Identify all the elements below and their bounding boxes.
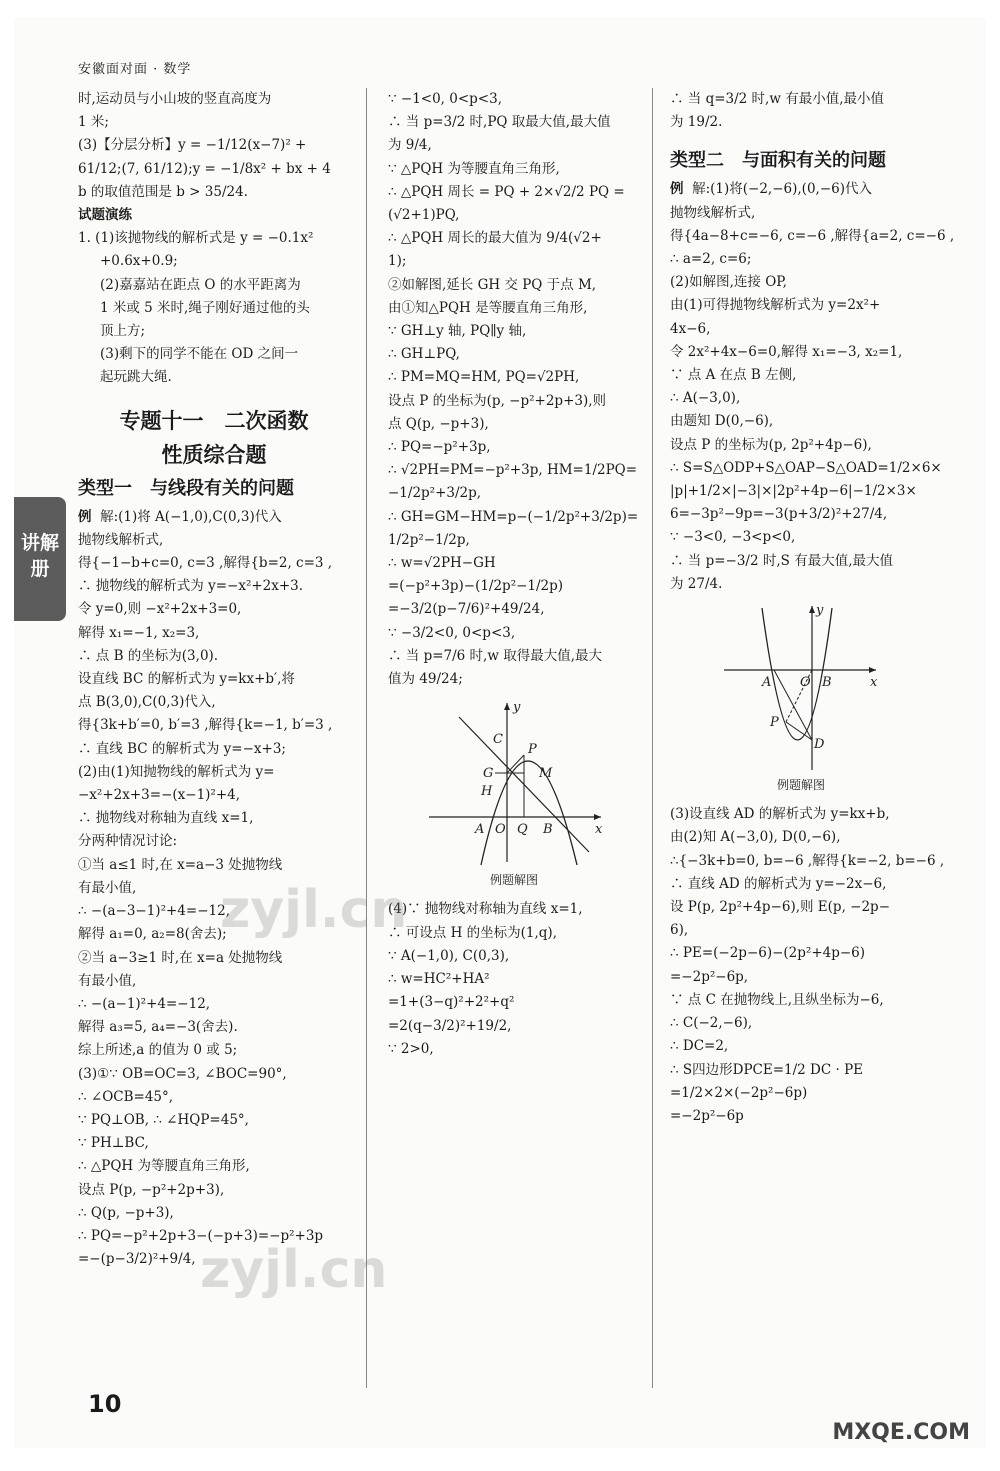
text-line: ∴ 点 B 的坐标为(3,0). [78,647,219,664]
label-h: H [481,784,493,800]
text-line: ∴ GH=GM−HM=p−(−1/2p²+3/2p)= [388,508,639,525]
text-line: ∴ S四边形DPCE=1/2 DC · PE [670,1061,864,1078]
y-axis-arrow [809,606,815,613]
text-line: 得{3k+b′=0, b′=3 ,解得{k=−1, b′=3 , [78,717,333,734]
solution-lines [388,898,640,1060]
text-line: (3)①∵ OB=OC=3, ∠BOC=90°, [78,1065,287,1082]
text-line: (2)由(1)知抛物线的解析式为 y= [78,763,275,780]
segment-hp [507,755,524,773]
label-p: P [528,742,537,758]
label-d: D [814,737,825,753]
text-line: 值为 49/24; [388,671,463,688]
y-axis-arrow [504,703,510,710]
text-line: =1/2×2×(−2p²−6p) [670,1084,808,1101]
text-line: ∴ △PQH 为等腰直角三角形, [78,1158,250,1175]
text-line: 由(1)可得抛物线解析式为 y=2x²+ [670,297,881,314]
text-line: ∴ A(−3,0), [670,390,741,407]
text-line: 4x−6, [670,320,711,337]
text-line: 抛物线解析式, [78,531,164,548]
text-line: 解得 x₁=−1, x₂=3, [78,624,200,641]
text-line: 时,运动员与小山坡的竖直高度为 [78,91,272,107]
text-line: ∴ Q(p, −p+3), [78,1204,174,1221]
text-line: ∵ PH⊥BC, [78,1135,149,1152]
text-line: ∴{−3k+b=0, b=−6 ,解得{k=−2, b=−6 , [670,852,945,869]
text-line: +0.6x+0.9; [100,253,178,270]
solution-lines [388,88,640,691]
text-line: ∴ 当 p=3/2 时,PQ 取最大值,最大值 [388,114,611,131]
text-line: ∴ ∠OCB=45°, [78,1088,174,1105]
text-line: |p|+1/2×|−3|×|2p²+4p−6|−1/2×3× [670,483,917,500]
label-a: A [762,675,772,691]
text-line: 设点 P 的坐标为(p, 2p²+4p−6), [670,436,872,453]
text-line: =2(q−3/2)²+19/2, [388,1017,512,1034]
text-line: 抛物线解析式, [670,204,756,221]
text-line: ∴ △PQH 周长 = PQ + 2×√2/2 PQ = [388,183,625,200]
text-line: 1); [388,253,407,270]
text-line: ∴ −(a−1)²+4=−12, [78,995,211,1012]
text-line: ∴ 直线 AD 的解析式为 y=−2x−6, [670,875,887,892]
text-line: 1 米; [78,114,109,131]
text-line: 由(2)知 A(−3,0), D(0,−6), [670,829,841,846]
label-o: O [800,675,811,691]
column-3 [670,88,955,1128]
text-line: 解得 a₁=0, a₂=8(舍去); [78,926,227,943]
text-line: =−3/2(p−7/6)²+49/24, [388,601,545,618]
text-line: ∴ w=√2PH−GH [388,555,496,572]
text-line: 得{4a−8+c=−6, c=−6 ,解得{a=2, c=−6 , [670,227,955,244]
watermark-text: zyjl.cn [220,880,408,940]
text-line: 设直线 BC 的解析式为 y=kx+b′,将 [78,671,295,688]
text-line: ∴ 直线 BC 的解析式为 y=−x+3; [78,740,286,757]
page-number: 10 [88,1390,122,1418]
text-line: ∴ 抛物线的解析式为 y=−x²+2x+3. [78,578,304,595]
solution-lines [670,202,955,596]
watermark-text: zyjl.cn [200,1240,388,1300]
watermark-corner: MXQE.COM [832,1420,970,1445]
text-line: 6), [670,922,689,939]
text-line: =1+(3−q)²+2²+q² [388,994,515,1011]
x-axis-arrow [869,667,876,673]
text-line: =−(p−3/2)²+9/4, [78,1251,196,1268]
segment-pd [786,722,812,740]
text-line: ∴ GH⊥PQ, [388,346,460,363]
text-line: 解:(1)将 A(−1,0),C(0,3)代入 [100,508,282,525]
text-line: ∵ −3/2<0, 0<p<3, [388,624,516,641]
text-line: (3)【分层分析】y = −1/12(x−7)² + [78,137,307,154]
text-line: (3)设直线 AD 的解析式为 y=kx+b, [670,806,890,823]
text-line: ∴ PQ=−p²+2p+3−(−p+3)=−p²+3p [78,1227,324,1244]
text-line: ∴ a=2, c=6; [670,251,752,268]
text-line: ∵ A(−1,0), C(0,3), [388,947,510,964]
type-heading: 类型二 与面积有关的问题 [670,150,886,172]
text-line: 分两种情况讨论: [78,833,178,850]
text-line: =−2p²−6p, [670,968,749,985]
text-line: 令 y=0,则 −x²+2x+3=0, [78,601,242,618]
text-line: 有最小值, [78,972,137,989]
label-y: y [513,700,521,716]
solution-lines [670,88,932,134]
column-divider [366,88,367,1388]
column-2 [388,88,640,1061]
label-y: y [816,603,824,619]
text-line: ∴ PM=MQ=HM, PQ=√2PH, [388,369,580,386]
text-line: ∵ −3<0, −3<p<0, [670,529,796,546]
text-line: ∴ △PQH 周长的最大值为 9/4(√2+ [388,230,602,247]
text-line: 设 P(p, 2p²+4p−6),则 E(p, −2p− [670,899,891,916]
example-figure [716,602,886,772]
text-line: ∵ 点 C 在抛物线上,且纵坐标为−6, [670,991,884,1008]
type-heading: 类型一 与线段有关的问题 [78,477,294,499]
label-a: A [475,822,485,838]
text-line: −1/2p²+3/2p, [388,485,482,502]
text-line: ∵ 2>0, [388,1040,434,1057]
figure-caption: 例题解图 [776,778,825,793]
text-line: 为 27/4. [670,575,723,592]
text-line: ∴ 可设点 H 的坐标为(1,q), [388,924,557,941]
text-line: ∴ 抛物线对称轴为直线 x=1, [78,810,254,827]
text-line: 有最小值, [78,879,137,896]
text-line: 6=−3p²−9p=−3(p+3/2)²+27/4, [670,506,888,523]
text-line: (3)剩下的同学不能在 OD 之间一 [100,346,299,363]
text-line: ②当 a−3≥1 时,在 x=a 处抛物线 [78,949,283,966]
label-x: x [870,675,878,691]
text-line: ∵ △PQH 为等腰直角三角形, [388,160,560,177]
text-line: 解:(1)将(−2,−6),(0,−6)代入 [692,181,872,198]
text-line: 1 米或 5 米时,绳子刚好通过他的头 [100,299,310,316]
text-line: 1/2p²−1/2p, [388,531,470,548]
text-line: b 的取值范围是 b > 35/24. [78,183,248,200]
text-line: 设点 P(p, −p²+2p+3), [78,1181,225,1198]
text-line: 61/12;(7, 61/12);y = −1/8x² + bx + 4 [78,160,331,177]
parabola [481,761,577,865]
running-header: 安徽面对面 · 数学 [78,62,192,77]
text-line: ②如解图,延长 GH 交 PQ 于点 M, [388,276,597,293]
text-line: ∴ 当 p=7/6 时,w 取得最大值,最大 [388,647,602,664]
column-1 [78,88,350,1271]
text-line: 由题知 D(0,−6), [670,413,774,430]
label-b: B [543,822,553,838]
text-line: ∵ 点 A 在点 B 左侧, [670,367,797,384]
text-line: 令 2x²+4x−6=0,解得 x₁=−3, x₂=1, [670,343,903,360]
text-line: (√2+1)PQ, [388,207,460,224]
text-line: =−2p²−6p [670,1107,744,1124]
label-g: G [483,766,494,782]
text-line: ∴ 当 p=−3/2 时,S 有最大值,最大值 [670,552,893,569]
text-line: 为 19/2. [670,114,723,131]
text-line: 起玩跳大绳. [100,369,172,386]
text-line: 顶上方; [100,323,146,340]
text-line: (4)∵ 抛物线对称轴为直线 x=1, [388,901,583,918]
text-line: −x²+2x+3=−(x−1)²+4, [78,787,241,804]
text-line: 解得 a₃=5, a₄=−3(舍去). [78,1019,238,1036]
text-line: ∵ −1<0, 0<p<3, [388,91,502,107]
text-line: 1. (1)该抛物线的解析式是 y = −0.1x² [78,230,314,247]
text-line: ∴ S=S△ODP+S△OAP−S△OAD=1/2×6× [670,459,942,476]
example-label: 例 [670,181,684,198]
label-b: B [822,675,832,691]
label-p: P [770,715,779,731]
solution-lines [670,803,945,1128]
text-line: 得{−1−b+c=0, c=3 ,解得{b=2, c=3 , [78,555,333,572]
practice-heading: 试题演练 [78,207,132,224]
section-title: 专题十一 二次函数 [119,408,309,433]
label-m: M [539,766,553,782]
text-line: ∴ √2PH=PM=−p²+3p, HM=1/2PQ= [388,462,638,479]
figure-caption: 例题解图 [489,873,538,888]
text-line: ∴ w=HC²+HA² [388,971,490,988]
text-line: ∵ PQ⊥OB, ∴ ∠HQP=45°, [78,1111,249,1128]
label-x: x [595,822,603,838]
text-line: ∴ C(−2,−6), [670,1015,753,1032]
side-tab-label: 讲解册 [20,532,59,580]
text-line: ∴ 当 q=3/2 时,w 有最小值,最小值 [670,91,884,107]
text-line: ∴ −(a−3−1)²+4=−12, [78,903,230,920]
text-line: ①当 a≤1 时,在 x=a−3 处抛物线 [78,856,283,873]
text-line: ∴ PQ=−p²+3p, [388,439,491,456]
text-line: 设点 P 的坐标为(p, −p²+2p+3),则 [388,392,607,409]
example-label: 例 [78,508,92,525]
text-line: 点 B(3,0),C(0,3)代入, [78,694,216,711]
section-subtitle: 性质综合题 [161,442,267,467]
label-q: Q [517,822,528,838]
text-line: ∴ PE=(−2p−6)−(2p²+4p−6) [670,945,866,962]
label-o: O [495,822,506,838]
text-line: (2)嘉嘉站在距点 O 的水平距离为 [100,276,301,293]
text-line: 由①知△PQH 是等腰直角三角形, [388,299,588,316]
example-figure [419,697,609,867]
text-line: (2)如解图,连接 OP, [670,274,787,291]
text-line: 综上所述,a 的值为 0 或 5; [78,1042,238,1059]
text-line: 点 Q(p, −p+3), [388,415,489,432]
label-c: C [493,732,503,748]
x-axis-arrow [594,814,601,820]
text-line: ∵ GH⊥y 轴, PQ∥y 轴, [388,323,527,340]
text-line: 为 9/4, [388,137,432,154]
column-divider [652,88,653,1388]
text-line: =(−p²+3p)−(1/2p²−1/2p) [388,578,564,595]
text-line: ∴ DC=2, [670,1038,729,1055]
